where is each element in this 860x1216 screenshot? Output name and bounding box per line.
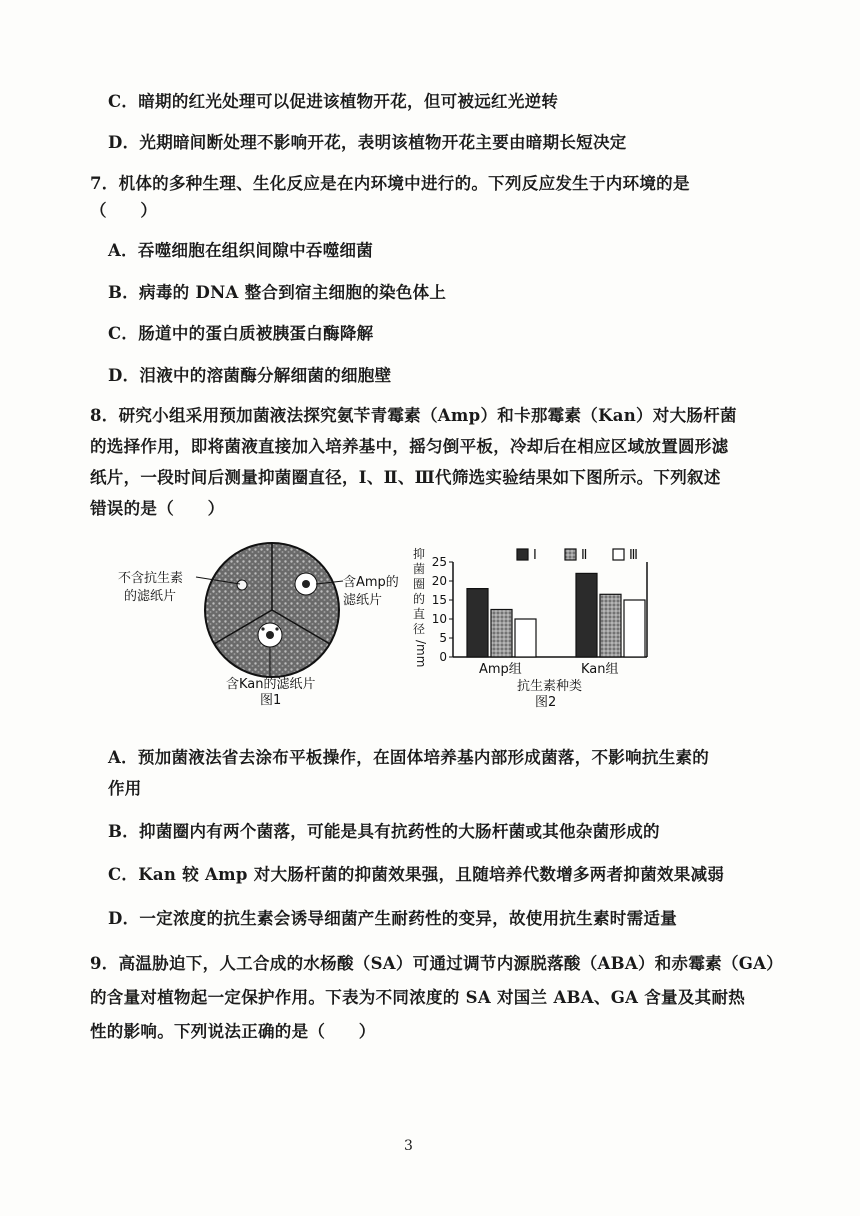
y-tick-label: 25	[431, 555, 447, 569]
q9-stem-line3: 性的影响。下列说法正确的是（ ）	[90, 1022, 376, 1041]
y-tick-label: 20	[431, 574, 447, 588]
label-amp-1: 含Amp的	[343, 575, 399, 590]
x-tick-kan: Kan组	[581, 662, 619, 677]
q8-option-b: B．抑菌圈内有两个菌落，可能是具有抗药性的大肠杆菌或其他杂菌形成的	[108, 822, 660, 841]
figure-1-petri-dish	[110, 530, 420, 710]
q8-option-d: D．一定浓度的抗生素会诱导细菌产生耐药性的变异，故使用抗生素时需适量	[108, 909, 678, 928]
q7-option-a: A．吞噬细胞在组织间隙中吞噬细菌	[108, 241, 374, 260]
q8-option-a-cont: 作用	[108, 779, 142, 798]
x-tick-amp: Amp组	[479, 662, 522, 677]
y-label-char: 径	[413, 622, 426, 636]
y-label-char: 圈	[413, 577, 426, 591]
legend	[517, 548, 638, 563]
y-label-char: 的	[413, 592, 426, 606]
y-axis-label	[413, 546, 428, 667]
q8-stem-line3: 纸片，一段时间后测量抑菌圈直径，Ⅰ、Ⅱ、Ⅲ代筛选实验结果如下图所示。下列叙述	[90, 468, 721, 487]
legend-label: Ⅰ	[533, 548, 537, 563]
q8-stem-line1: 8．研究小组采用预加菌液法探究氨苄青霉素（Amp）和卡那霉素（Kan）对大肠杆菌	[90, 406, 737, 425]
q6-option-c: C．暗期的红光处理可以促进该植物开花，但可被远红光逆转	[108, 92, 559, 111]
colony	[261, 627, 264, 630]
legend-label: Ⅲ	[629, 548, 638, 563]
y-tick-label: 15	[431, 593, 447, 607]
filter-paper-kan	[266, 631, 274, 639]
legend-swatch	[565, 549, 576, 560]
q7-option-b: B．病毒的 DNA 整合到宿主细胞的染色体上	[108, 283, 447, 302]
bar-kan-gen-1	[576, 573, 597, 657]
y-tick-label: 5	[439, 631, 447, 645]
y-tick-label: 0	[439, 650, 447, 664]
q9-stem-line1: 9．高温胁迫下，人工合成的水杨酸（SA）可通过调节内源脱落酸（ABA）和赤霉素（GA）	[90, 954, 784, 973]
label-no-antibiotic-2: 的滤纸片	[124, 589, 177, 604]
q8-option-c: C．Kan 较 Amp 对大肠杆菌的抑菌效果强，且随培养代数增多两者抑菌效果减弱	[108, 865, 725, 884]
q7-stem: 7．机体的多种生理、生化反应是在内环境中进行的。下列反应发生于内环境的是	[90, 174, 690, 193]
figure-2-bar-chart	[405, 540, 675, 710]
q6-option-d: D．光期暗间断处理不影响开花，表明该植物开花主要由暗期长短决定	[108, 133, 627, 152]
legend-swatch	[517, 549, 528, 560]
y-label-char: 直	[413, 607, 426, 621]
legend-swatch	[613, 549, 624, 560]
figure-2-caption: 图2	[535, 695, 557, 710]
q8-stem-line4: 错误的是（ ）	[90, 499, 225, 518]
colony	[275, 627, 278, 630]
x-axis-label: 抗生素种类	[517, 679, 583, 694]
y-label-char: /mm	[414, 640, 428, 668]
q8-option-a: A．预加菌液法省去涂布平板操作，在固体培养基内部形成菌落，不影响抗生素的	[108, 748, 710, 767]
bar-kan-gen-3	[624, 600, 645, 657]
filter-paper-amp	[302, 580, 310, 588]
q7-option-d: D．泪液中的溶菌酶分解细菌的细胞壁	[108, 366, 392, 385]
label-kan: 含Kan的滤纸片	[226, 677, 316, 692]
page-number: 3	[404, 1138, 413, 1154]
filter-paper-no-antibiotic	[237, 580, 247, 590]
bar-kan-gen-2	[600, 594, 621, 657]
bar-amp-gen-3	[515, 619, 536, 657]
q8-stem-line2: 的选择作用，即将菌液直接加入培养基中，摇匀倒平板，冷却后在相应区域放置圆形滤	[90, 437, 729, 456]
q9-stem-line2: 的含量对植物起一定保护作用。下表为不同浓度的 SA 对国兰 ABA、GA 含量及其耐热	[90, 988, 746, 1007]
y-tick-label: 10	[431, 612, 447, 626]
y-label-char: 抑	[413, 547, 426, 561]
bar-amp-gen-2	[491, 610, 512, 658]
bar-amp-gen-1	[467, 589, 488, 657]
q7-answer-paren: （ ）	[90, 201, 158, 220]
figure-1-caption: 图1	[260, 693, 282, 708]
q7-option-c: C．肠道中的蛋白质被胰蛋白酶降解	[108, 324, 374, 343]
label-amp-2: 滤纸片	[343, 593, 383, 608]
legend-label: Ⅱ	[581, 548, 588, 563]
label-no-antibiotic-1: 不含抗生素	[118, 571, 184, 586]
y-label-char: 菌	[413, 562, 426, 576]
